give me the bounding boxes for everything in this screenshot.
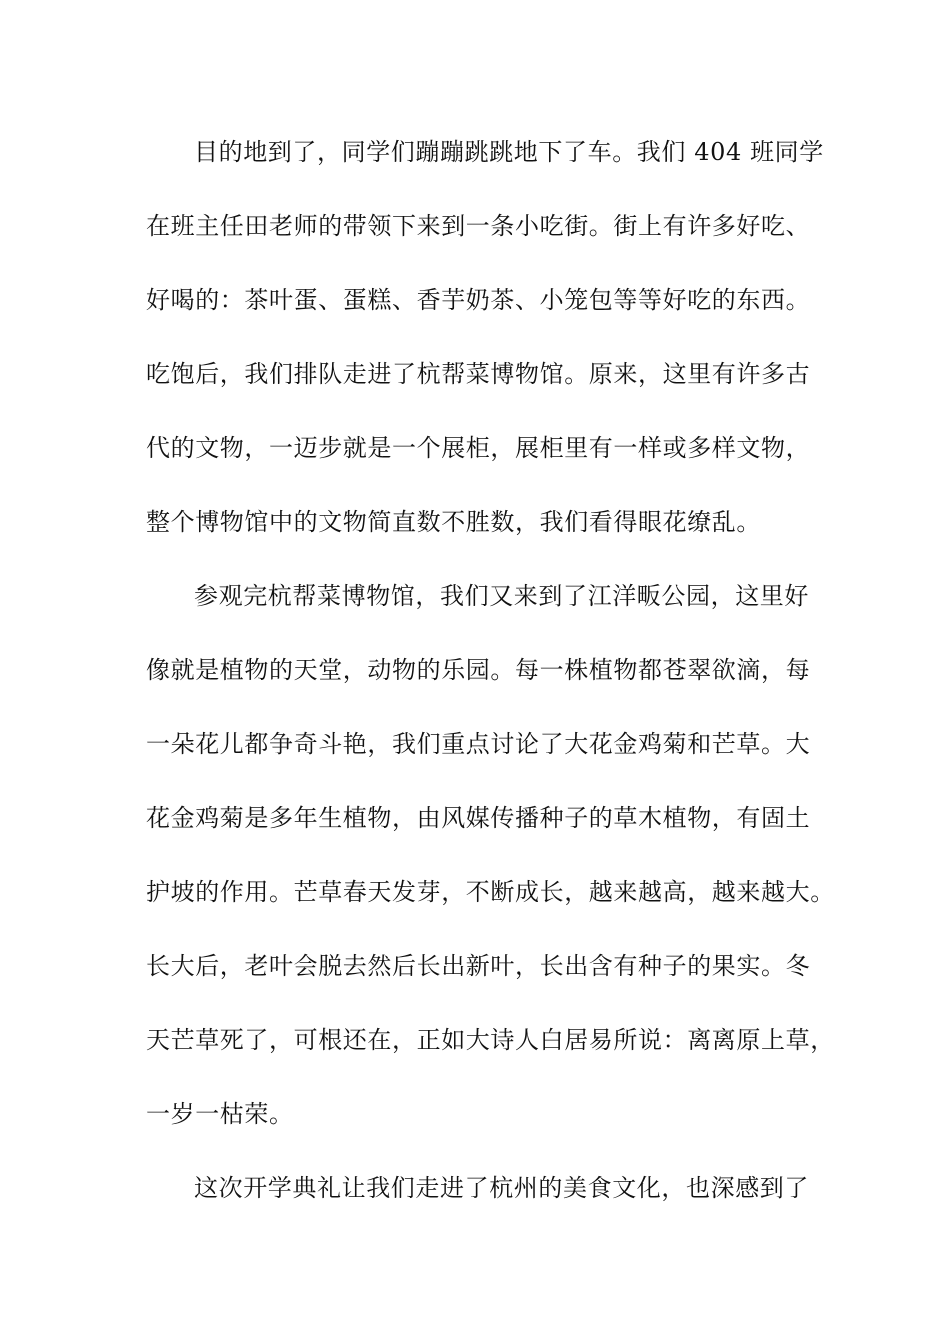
paragraph-3-line-1: 这次开学典礼让我们走进了杭州的美食文化，也深感到了 [194,1174,809,1202]
paragraph-2-line-1: 参观完杭帮菜博物馆，我们又来到了江洋畈公园，这里好 [194,582,809,610]
paragraph-1-line-5: 代的文物，一迈步就是一个展柜，展柜里有一样或多样文物， [146,434,811,462]
paragraph-2-line-6: 长大后，老叶会脱去然后长出新叶，长出含有种子的果实。冬 [146,952,811,980]
paragraph-2-line-4: 花金鸡菊是多年生植物，由风媒传播种子的草木植物，有固土 [146,804,811,832]
paragraph-1-line-4: 吃饱后，我们排队走进了杭帮菜博物馆。原来，这里有许多古 [146,360,811,388]
paragraph-2-line-3: 一朵花儿都争奇斗艳，我们重点讨论了大花金鸡菊和芒草。大 [146,730,811,758]
paragraph-2-line-8: 一岁一枯荣。 [146,1100,294,1128]
paragraph-1-line-6: 整个博物馆中的文物简直数不胜数，我们看得眼花缭乱。 [146,508,761,536]
paragraph-1-line-3: 好喝的：茶叶蛋、蛋糕、香芋奶茶、小笼包等等好吃的东西。 [146,286,811,314]
paragraph-2-line-2: 像就是植物的天堂，动物的乐园。每一株植物都苍翠欲滴，每 [146,656,811,684]
paragraph-2-line-7: 天芒草死了，可根还在，正如大诗人白居易所说：离离原上草， [146,1026,835,1054]
paragraph-2-line-5: 护坡的作用。芒草春天发芽，不断成长，越来越高，越来越大。 [146,878,835,906]
paragraph-1-line-1: 目的地到了，同学们蹦蹦跳跳地下了车。我们 404 班同学 [194,138,824,166]
paragraph-1-line-2: 在班主任田老师的带领下来到一条小吃街。街上有许多好吃、 [146,212,811,240]
